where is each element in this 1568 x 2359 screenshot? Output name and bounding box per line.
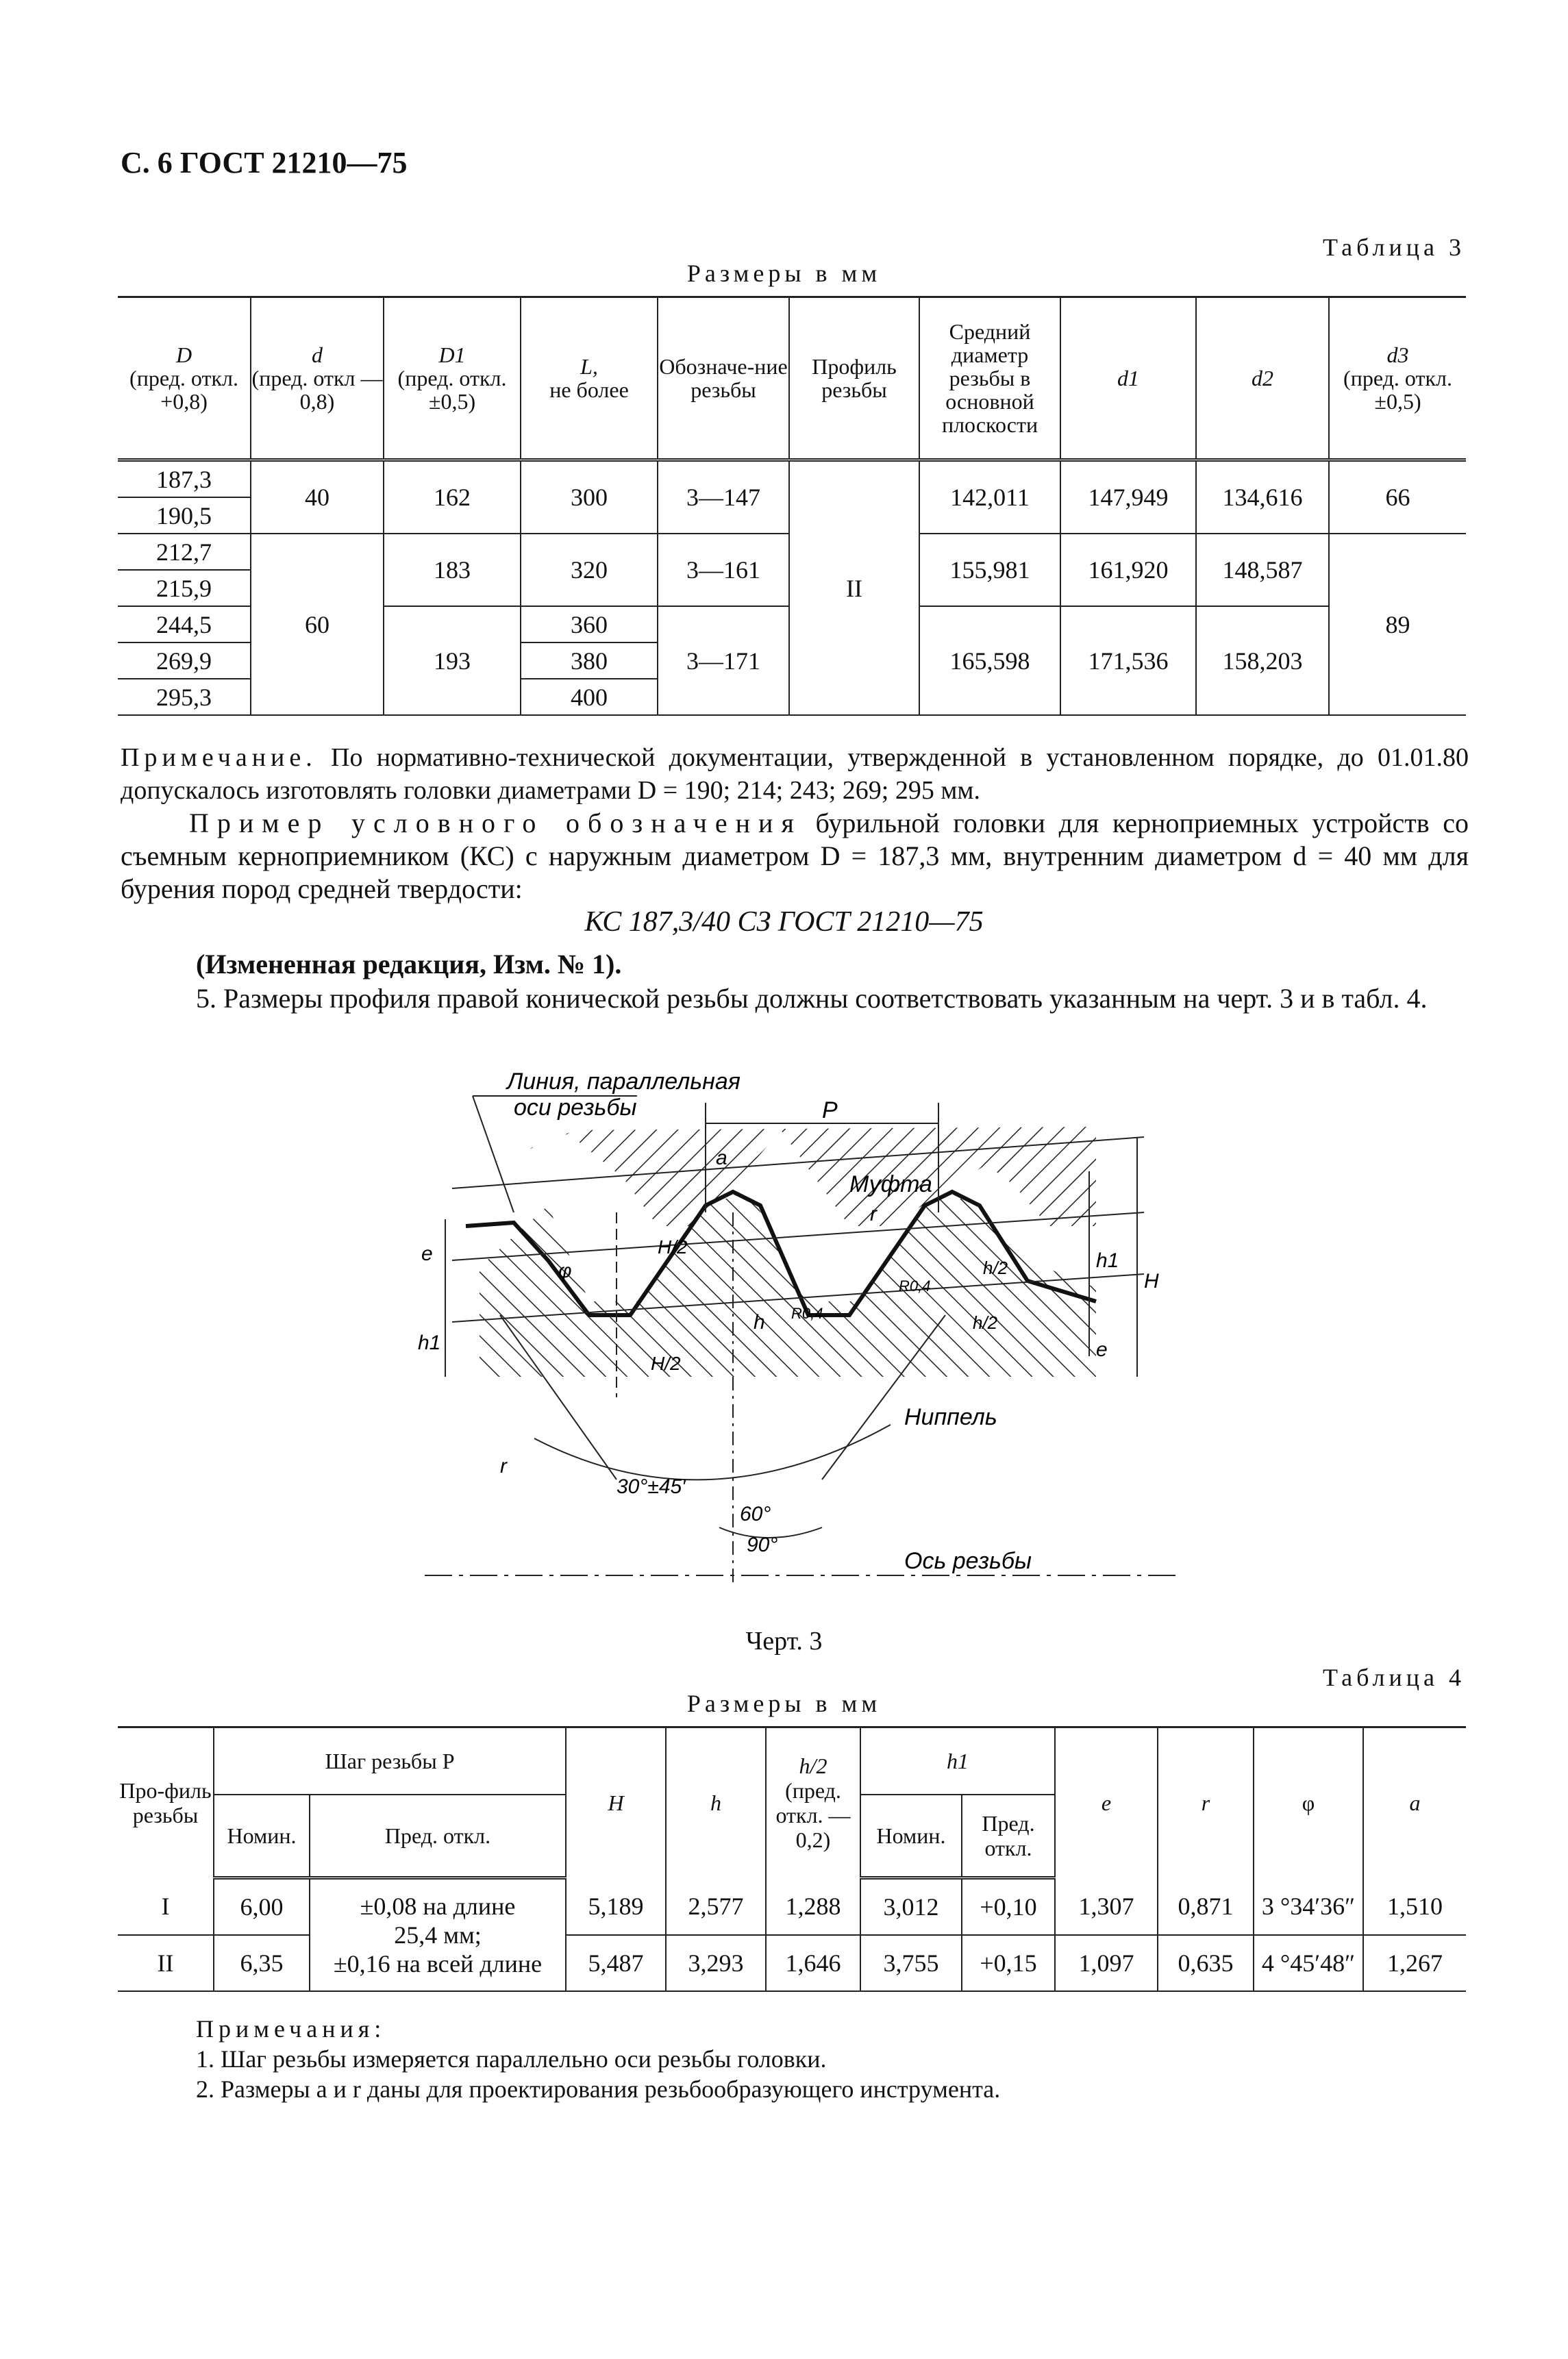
table4-units: Размеры в мм xyxy=(686,1690,882,1717)
t4-row1-phi: 3 °34′36″ xyxy=(1254,1878,1363,1936)
t4-pitch-tol-cell: ±0,08 на длине 25,4 мм; ±0,16 на всей длине xyxy=(310,1878,566,1992)
designation-cell: 3—147 xyxy=(658,460,789,534)
t4-row2-h1-tol: +0,15 xyxy=(962,1935,1055,1991)
t4-row2-e: 1,097 xyxy=(1055,1935,1158,1991)
table3-label: Таблица 3 xyxy=(1323,234,1465,261)
profile-cell: II xyxy=(789,460,919,716)
label-R04-b: R0,4 xyxy=(899,1277,931,1295)
coupling-section xyxy=(473,1127,1096,1226)
label-nipple: Ниппель xyxy=(904,1404,997,1430)
label-H2-left: H/2 xyxy=(658,1236,688,1258)
col-d1-header: d1 xyxy=(1060,297,1196,460)
col-d2-header: d2 xyxy=(1196,297,1329,460)
D1-cell: 193 xyxy=(384,606,521,715)
t4-col-profile: Про-филь резьбы xyxy=(118,1727,214,1878)
label-P: P xyxy=(822,1097,838,1123)
t4-row1-h: 2,577 xyxy=(666,1878,766,1936)
D1-cell: 162 xyxy=(384,460,521,534)
example-paragraph: Пример условного обозначения бурильной головки для керноприемных устройств со съемным керноприемником (КС) с наружным диаметром D = 187,3 мм, внутренним диаметром d = 40 мм для бурения пород средней твердости: xyxy=(121,808,1469,904)
t4-col-h1: h1 xyxy=(860,1727,1055,1795)
t4-col-a: a xyxy=(1363,1727,1466,1878)
d2-cell: 134,616 xyxy=(1196,460,1329,534)
D-cell: 269,9 xyxy=(118,642,251,679)
label-h2-right: h/2 xyxy=(983,1258,1008,1278)
page-header: С. 6 ГОСТ 21210—75 xyxy=(121,146,408,179)
t4-col-pitch-tol: Пред. откл. xyxy=(310,1795,566,1878)
d1-cell: 171,536 xyxy=(1060,606,1196,715)
d2-cell: 148,587 xyxy=(1196,534,1329,606)
label-r-top: r xyxy=(870,1203,877,1225)
d-cell: 40 xyxy=(251,460,384,534)
t4-col-h1-nominal: Номин. xyxy=(860,1795,962,1878)
t4-row2-phi: 4 °45′48″ xyxy=(1254,1935,1363,1991)
t4-col-e: e xyxy=(1055,1727,1158,1878)
col-d3-header: d3 (пред. откл. ±0,5) xyxy=(1329,297,1466,460)
d1-cell: 147,949 xyxy=(1060,460,1196,534)
col-profile-header: Профиль резьбы xyxy=(789,297,919,460)
label-e-right: e xyxy=(1096,1338,1108,1361)
D-cell: 190,5 xyxy=(118,497,251,534)
t4-row2-a: 1,267 xyxy=(1363,1935,1466,1991)
label-h2-right-2: h/2 xyxy=(973,1312,998,1333)
L-cell: 380 xyxy=(521,642,658,679)
t4-row2-h: 3,293 xyxy=(666,1935,766,1991)
t4-row1-profile: I xyxy=(118,1878,214,1936)
t4-col-r: r xyxy=(1158,1727,1254,1878)
amendment-note: (Измененная редакция, Изм. № 1). xyxy=(196,949,622,979)
col-L-header: L, не более xyxy=(521,297,658,460)
t4-row2-profile: II xyxy=(118,1935,214,1991)
col-d-header: d (пред. откл —0,8) xyxy=(251,297,384,460)
label-parallel-line: Линия, параллельная xyxy=(507,1069,741,1095)
d3-cell: 66 xyxy=(1329,460,1466,534)
t4-row2-h2: 1,646 xyxy=(766,1935,860,1991)
thread-profile-drawing xyxy=(411,1055,1192,1603)
D-cell: 215,9 xyxy=(118,570,251,606)
angle-60-arc xyxy=(534,1425,891,1480)
designation-cell: 3—171 xyxy=(658,606,789,715)
label-angle-90: 90° xyxy=(747,1534,778,1556)
label-coupling: Муфта xyxy=(849,1171,932,1197)
label-e-left: e xyxy=(421,1243,433,1265)
table4 xyxy=(118,1726,1466,1992)
d1-cell: 161,920 xyxy=(1060,534,1196,606)
label-h1-right: h1 xyxy=(1096,1249,1119,1272)
D-cell: 295,3 xyxy=(118,679,251,715)
t4-col-phi: φ xyxy=(1254,1727,1363,1878)
col-designation-header: Обозначе-ние резьбы xyxy=(658,297,789,460)
D-cell: 212,7 xyxy=(118,534,251,570)
t4-row1-h1: 3,012 xyxy=(860,1878,962,1936)
col-mean-diam-header: Средний диаметр резьбы в основной плоскости xyxy=(919,297,1060,460)
label-h-mid: h xyxy=(754,1311,765,1334)
mean-diam-cell: 165,598 xyxy=(919,606,1060,715)
t4-col-h2: h/2 (пред. откл. —0,2) xyxy=(766,1727,860,1878)
note1: Примечание. По нормативно-технической документации, утвержденной в установленном порядке, до 01.01.80 допускалось изготовлять головки диаметрами D = 190; 214; 243; 269; 295 мм. xyxy=(121,743,1469,805)
D-cell: 187,3 xyxy=(118,460,251,498)
t4-row1-r: 0,871 xyxy=(1158,1878,1254,1936)
t4-row1-e: 1,307 xyxy=(1055,1878,1158,1936)
t4-row2-r: 0,635 xyxy=(1158,1935,1254,1991)
table4-label: Таблица 4 xyxy=(1323,1664,1465,1691)
table3-units: Размеры в мм xyxy=(686,260,882,287)
label-axis: Ось резьбы xyxy=(904,1548,1032,1574)
L-cell: 360 xyxy=(521,606,658,642)
t4-row1-a: 1,510 xyxy=(1363,1878,1466,1936)
t4-row1-P: 6,00 xyxy=(214,1878,310,1936)
label-r-bottom: r xyxy=(500,1455,507,1477)
label-h1-left: h1 xyxy=(418,1332,441,1354)
t4-row1-h1-tol: +0,10 xyxy=(962,1878,1055,1936)
t4-row1-h2: 1,288 xyxy=(766,1878,860,1936)
t4-row2-H: 5,487 xyxy=(566,1935,666,1991)
col-D-header: D (пред. откл. +0,8) xyxy=(118,297,251,460)
label-a: a xyxy=(716,1147,727,1169)
t4-col-h1-tol: Пред. откл. xyxy=(962,1795,1055,1878)
notes xyxy=(196,2014,1000,2104)
D-cell: 244,5 xyxy=(118,606,251,642)
example-designation: КС 187,3/40 СЗ ГОСТ 21210—75 xyxy=(584,906,984,938)
t4-col-h: h xyxy=(666,1727,766,1878)
note-item: 2. Размеры a и r даны для проектирования резьбообразующего инструмента. xyxy=(196,2075,1001,2103)
D1-cell: 183 xyxy=(384,534,521,606)
d3-cell: 89 xyxy=(1329,534,1466,715)
t4-row1-H: 5,189 xyxy=(566,1878,666,1936)
label-H-right: H xyxy=(1144,1270,1159,1293)
d2-cell: 158,203 xyxy=(1196,606,1329,715)
label-parallel-line-2: оси резьбы xyxy=(514,1095,637,1121)
L-cell: 320 xyxy=(521,534,658,606)
notes-label: Примечания: xyxy=(196,2015,386,2043)
mean-diam-cell: 155,981 xyxy=(919,534,1060,606)
t4-row2-P: 6,35 xyxy=(214,1935,310,1991)
L-cell: 400 xyxy=(521,679,658,715)
designation-cell: 3—161 xyxy=(658,534,789,606)
t4-row2-h1: 3,755 xyxy=(860,1935,962,1991)
label-phi: φ xyxy=(558,1260,572,1282)
col-D1-header: D1 (пред. откл. ±0,5) xyxy=(384,297,521,460)
table3 xyxy=(118,296,1466,716)
nipple-section xyxy=(480,1199,1096,1377)
mean-diam-cell: 142,011 xyxy=(919,460,1060,534)
drawing-caption: Черт. 3 xyxy=(745,1627,823,1656)
label-H2-lower: H/2 xyxy=(651,1353,681,1374)
label-angle-60: 60° xyxy=(740,1503,771,1525)
label-R04-a: R0,4 xyxy=(791,1305,823,1322)
d-cell: 60 xyxy=(251,534,384,715)
L-cell: 300 xyxy=(521,460,658,534)
t4-col-pitch: Шаг резьбы P xyxy=(214,1727,566,1795)
label-angle-30: 30°±45′ xyxy=(617,1475,686,1498)
t4-col-H: H xyxy=(566,1727,666,1878)
clause-5: 5. Размеры профиля правой конической резьбы должны соответствовать указанным на черт. 3 и в табл. 4. xyxy=(196,983,1428,1014)
note-item: 1. Шаг резьбы измеряется параллельно оси резьбы головки. xyxy=(196,2045,827,2073)
t4-col-pitch-nominal: Номин. xyxy=(214,1795,310,1878)
